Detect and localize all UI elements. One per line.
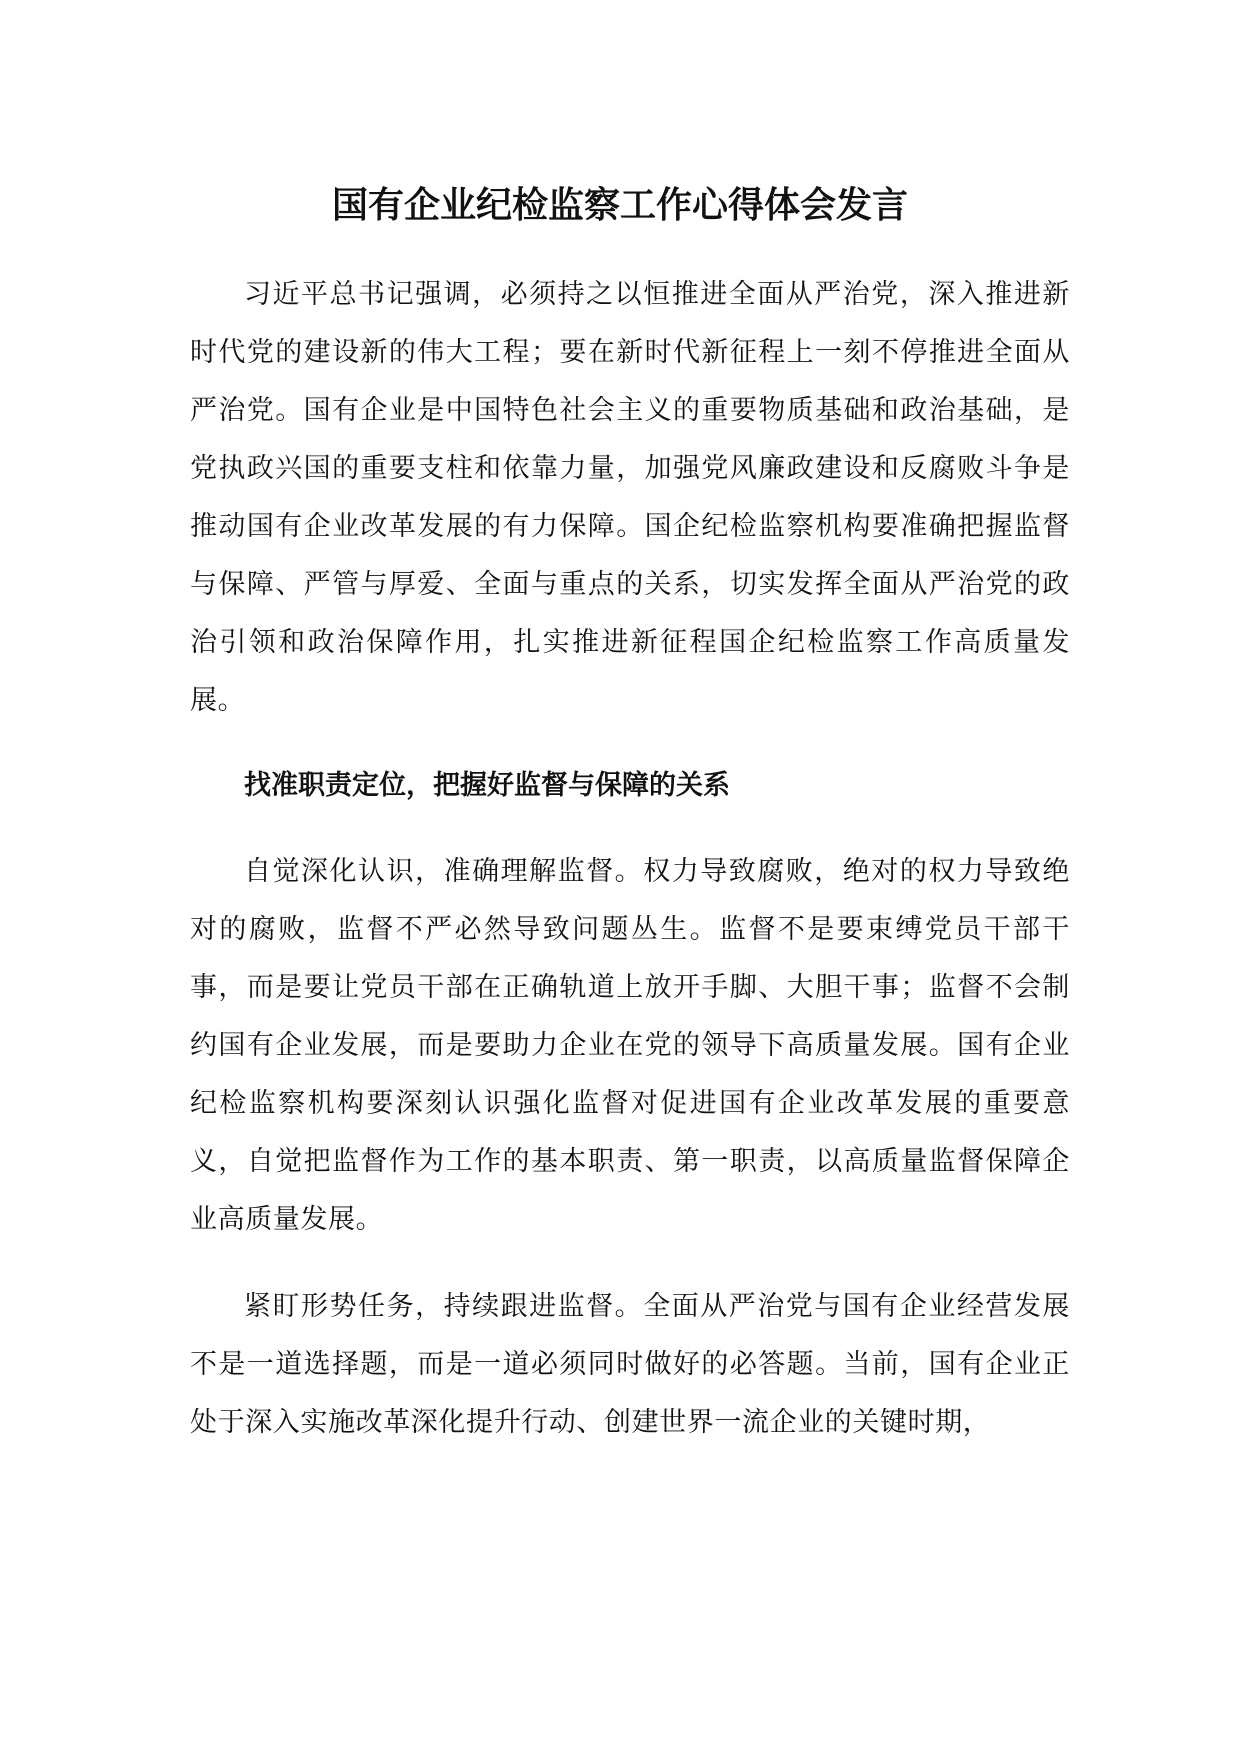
document-title: 国有企业纪检监察工作心得体会发言 (331, 185, 908, 226)
section-heading: 找准职责定位，把握好监督与保障的关系 (244, 770, 730, 801)
body-paragraph-1: 自觉深化认识，准确理解监督。权力导致腐败，绝对的权力导致绝对的腐败，监督不严必然导致问题丛生。监督不是要束缚党员干部干事，而是要让党员干部在正确轨道上放开手脚、大胆干事；监督不会制约国有企业发展，而是要助力企业在党的领导下高质量发展。国有企业纪检监察机构要深刻认识强化监督对促进国有企业改革发展的重要意义，自觉把监督作为工作的基本职责、第一职责，以高质量监督保障企业高质量发展。 (190, 856, 1070, 1235)
intro-paragraph: 习近平总书记强调，必须持之以恒推进全面从严治党，深入推进新时代党的建设新的伟大工程；要在新时代新征程上一刻不停推进全面从严治党。国有企业是中国特色社会主义的重要物质基础和政治基础，是党执政兴国的重要支柱和依靠力量，加强党风廉政建设和反腐败斗争是推动国有企业改革发展的有力保障。国企纪检监察机构要准确把握监督与保障、严管与厚爱、全面与重点的关系，切实发挥全面从严治党的政治引领和政治保障作用，扎实推进新征程国企纪检监察工作高质量发展。 (190, 279, 1070, 716)
body-paragraph-2: 紧盯形势任务，持续跟进监督。全面从严治党与国有企业经营发展不是一道选择题，而是一道必须同时做好的必答题。当前，国有企业正处于深入实施改革深化提升行动、创建世界一流企业的关键时期， (190, 1291, 1070, 1438)
